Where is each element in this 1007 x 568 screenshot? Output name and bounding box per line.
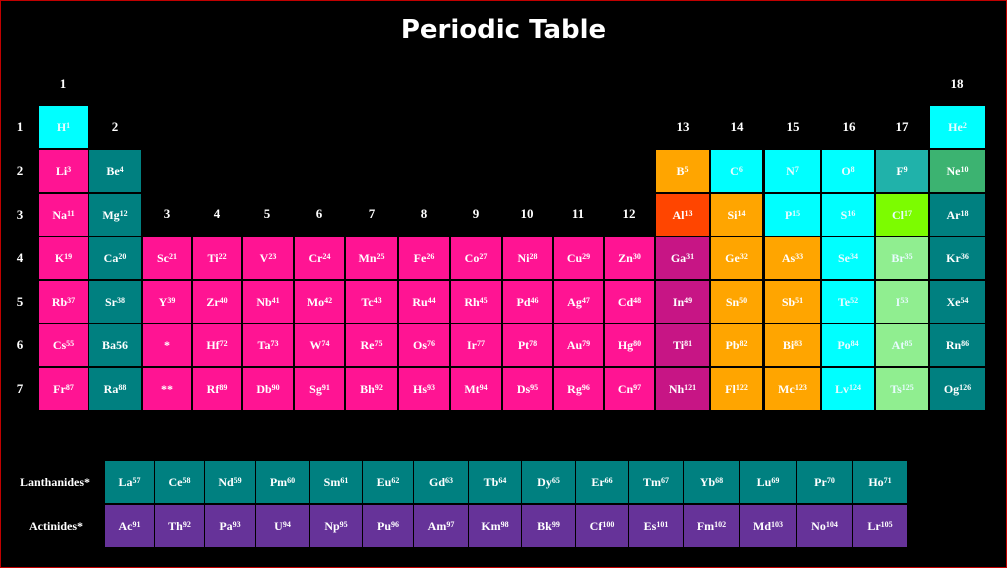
element-c[interactable]: C $^6$	[711, 150, 762, 192]
period-label-1: 1	[16, 119, 24, 134]
actinides-km[interactable]: Km $^{98}$	[469, 505, 521, 547]
element-fl[interactable]: Fl $^{122}$	[711, 368, 762, 410]
element-symbol: Ce	[168, 474, 183, 489]
element-br[interactable]: Br $^{35}$	[876, 237, 928, 279]
element-ts[interactable]: Ts $^{125}$	[876, 368, 928, 410]
element-symbol: H	[56, 119, 67, 134]
element-symbol: Po	[837, 337, 851, 352]
element-symbol: *	[164, 337, 170, 352]
element-symbol: Ds	[516, 381, 531, 396]
element-symbol: Hf	[206, 337, 220, 352]
lanthanides-er[interactable]: Er $^{66}$	[576, 461, 628, 503]
element-zr[interactable]: Zr $^{40}$	[193, 281, 241, 323]
element-rf[interactable]: Rf $^{89}$	[193, 368, 241, 410]
element-symbol: Db	[256, 381, 272, 396]
element-symbol: Nd	[218, 474, 234, 489]
actinides-pa[interactable]: Pa $^{93}$	[205, 505, 255, 547]
element-symbol: At	[891, 337, 905, 352]
element-rg[interactable]: Rg $^{96}$	[554, 368, 603, 410]
element-symbol: Pu	[376, 518, 391, 533]
group-label-6: 6	[315, 206, 323, 221]
element-og[interactable]: Og $^{126}$	[930, 368, 985, 410]
actinides-am[interactable]: Am $^{97}$	[414, 505, 468, 547]
element-symbol: Sr	[105, 294, 117, 309]
element-symbol: W	[309, 337, 322, 352]
element-ge[interactable]: Ge $^{32}$	[711, 237, 762, 279]
lanthanides-pr[interactable]: Pr $^{70}$	[797, 461, 852, 503]
actinides-lr[interactable]: Lr $^{105}$	[853, 505, 907, 547]
element-y[interactable]: Y $^{39}$	[143, 281, 191, 323]
element-symbol: Sg	[309, 381, 322, 396]
element-symbol: Au	[566, 337, 583, 352]
element-symbol: Nh	[668, 381, 685, 396]
element-symbol: Hg	[617, 337, 634, 352]
element-symbol: Mt	[464, 381, 480, 396]
group-label-3: 3	[163, 206, 171, 221]
actinides-cf[interactable]: Cf $^{100}$	[576, 505, 628, 547]
group-label-9: 9	[472, 206, 480, 221]
group-label-5: 5	[263, 206, 271, 221]
group-label-18: 18	[950, 76, 964, 91]
element-symbol: Lu	[756, 474, 772, 489]
element-symbol: Pa	[219, 518, 233, 533]
element-ti[interactable]: Ti $^{81}$	[656, 324, 709, 366]
element-al[interactable]: Al $^{13}$	[656, 194, 709, 236]
element-symbol: Mc	[778, 381, 795, 396]
group-label-7: 7	[368, 206, 376, 221]
element-symbol: **	[161, 381, 173, 396]
lanthanides-dy[interactable]: Dy $^{65}$	[522, 461, 575, 503]
element-se[interactable]: Se $^{34}$	[822, 237, 874, 279]
element-symbol: Ru	[412, 294, 428, 309]
element-symbol: Pr	[814, 474, 827, 489]
element-symbol: No	[811, 518, 826, 533]
element-symbol: Os	[412, 337, 427, 352]
element-symbol: Zn	[618, 250, 633, 265]
element-symbol: Lv	[834, 381, 849, 396]
element-symbol: Rb	[51, 294, 68, 309]
element-ir[interactable]: Ir $^{77}$	[451, 324, 501, 366]
period-label-7: 7	[16, 381, 24, 396]
element-symbol: Bi	[782, 337, 795, 352]
element-as[interactable]: As $^{33}$	[765, 237, 820, 279]
element-symbol: Pm	[269, 474, 288, 489]
element-symbol: Sm	[323, 474, 341, 489]
element-au[interactable]: Au $^{79}$	[554, 324, 603, 366]
element-symbol: Tm	[643, 474, 661, 489]
element-ti[interactable]: Ti $^{22}$	[193, 237, 241, 279]
element-x[interactable]	[143, 324, 191, 366]
element-rb[interactable]: Rb $^{37}$	[39, 281, 88, 323]
element-symbol: Th	[168, 518, 183, 533]
element-cu[interactable]: Cu $^{29}$	[554, 237, 603, 279]
element-symbol: Rn	[945, 337, 962, 352]
lanthanides-yb[interactable]: Yb $^{68}$	[684, 461, 739, 503]
element-symbol: Pt	[517, 337, 530, 352]
element-cs[interactable]: Cs $^{55}$	[39, 324, 88, 366]
element-cn[interactable]: Cn $^{97}$	[605, 368, 654, 410]
element-ca[interactable]: Ca $^{20}$	[89, 237, 141, 279]
element-mg[interactable]: Mg $^{12}$	[89, 194, 141, 236]
element-symbol: Sc	[157, 250, 169, 265]
element-symbol: Bk	[537, 518, 552, 533]
element-cd[interactable]: Cd $^{48}$	[605, 281, 654, 323]
actinides-ac[interactable]: Ac $^{91}$	[105, 505, 154, 547]
element-symbol: La	[118, 474, 133, 489]
element-pd[interactable]: Pd $^{46}$	[503, 281, 552, 323]
lanthanides-pm[interactable]: Pm $^{60}$	[256, 461, 309, 503]
element-symbol: Sn	[725, 294, 740, 309]
element-symbol: Er	[591, 474, 605, 489]
element-sn[interactable]: Sn $^{50}$	[711, 281, 762, 323]
element-symbol: Mo	[306, 294, 325, 309]
actinides-md[interactable]: Md $^{103}$	[740, 505, 796, 547]
element-i[interactable]: I $^{53}$	[876, 281, 928, 323]
element-symbol: Al	[672, 207, 685, 222]
period-label-5: 5	[16, 294, 24, 309]
actinides-u[interactable]: U $^{94}$	[256, 505, 309, 547]
element-ni[interactable]: Ni $^{28}$	[503, 237, 552, 279]
element-symbol: Yb	[699, 474, 716, 489]
element-symbol: Es	[643, 518, 657, 533]
element-symbol: Cf	[589, 518, 603, 533]
actinides-bk[interactable]: Bk $^{99}$	[522, 505, 575, 547]
element-symbol: Ba56	[101, 337, 128, 352]
lanthanides-sm[interactable]: Sm $^{61}$	[310, 461, 362, 503]
element-sr[interactable]: Sr $^{38}$	[89, 281, 141, 323]
period-label-6: 6	[16, 337, 24, 352]
element-symbol: Nb	[256, 294, 272, 309]
element-symbol: Md	[753, 518, 771, 533]
element-be[interactable]: Be $^4$	[89, 150, 141, 192]
element-symbol: Ag	[567, 294, 582, 309]
element-at[interactable]: At $^{85}$	[876, 324, 928, 366]
element-symbol: Rg	[567, 381, 582, 396]
element-ba56[interactable]	[89, 324, 141, 366]
element-fe[interactable]: Fe $^{26}$	[399, 237, 449, 279]
element-symbol: C	[730, 163, 739, 178]
element-symbol: B	[676, 163, 685, 178]
element-symbol: Ga	[670, 250, 687, 265]
element-symbol: Ni	[517, 250, 530, 265]
group-label-10: 10	[520, 206, 534, 221]
element-ra[interactable]: Ra $^{88}$	[89, 368, 141, 410]
element-li[interactable]: Li $^3$	[39, 150, 88, 192]
element-symbol: Ir	[467, 337, 477, 352]
actinides-np[interactable]: Np $^{95}$	[310, 505, 362, 547]
element-w[interactable]: W $^{74}$	[295, 324, 344, 366]
element-lv[interactable]: Lv $^{124}$	[822, 368, 874, 410]
element-symbol: Xe	[946, 294, 961, 309]
element-xe[interactable]: Xe $^{54}$	[930, 281, 985, 323]
element-mo[interactable]: Mo $^{42}$	[295, 281, 344, 323]
element-symbol: P	[784, 207, 793, 222]
element-s[interactable]: S $^{16}$	[822, 194, 874, 236]
group-label-14: 14	[730, 119, 744, 134]
element-symbol: In	[672, 294, 685, 309]
element-symbol: Tb	[483, 474, 499, 489]
element-symbol: Am	[427, 518, 447, 533]
element-symbol: Rf	[206, 381, 220, 396]
element-symbol: Cu	[566, 250, 583, 265]
element-mc[interactable]: Mc $^{123}$	[765, 368, 820, 410]
actinides-label: Actinides*	[29, 519, 83, 533]
element-symbol: F	[896, 163, 904, 178]
element-symbol: Kr	[946, 250, 961, 265]
element-hf[interactable]: Hf $^{72}$	[193, 324, 241, 366]
lanthanides-la[interactable]: La $^{57}$	[105, 461, 154, 503]
element-sb[interactable]: Sb $^{51}$	[765, 281, 820, 323]
element-symbol: Y	[158, 294, 168, 309]
element-h[interactable]: H $^1$	[39, 106, 88, 148]
element-sg[interactable]: Sg $^{91}$	[295, 368, 344, 410]
element-symbol: Ca	[103, 250, 119, 265]
element-symbol: Og	[943, 381, 960, 396]
page-title: Periodic Table	[400, 15, 607, 45]
period-label-3: 3	[16, 207, 24, 222]
lanthanides-tb[interactable]: Tb $^{64}$	[469, 461, 521, 503]
group-label-12: 12	[622, 206, 636, 221]
group-label-2: 2	[111, 119, 119, 134]
element-symbol: Zr	[206, 294, 220, 309]
element-tc[interactable]: Tc $^{43}$	[346, 281, 397, 323]
lanthanides-eu[interactable]: Eu $^{62}$	[363, 461, 413, 503]
element-hs[interactable]: Hs $^{93}$	[399, 368, 449, 410]
element-symbol: Cn	[617, 381, 634, 396]
actinides-pu[interactable]: Pu $^{96}$	[363, 505, 413, 547]
lanthanides-label: Lanthanides*	[19, 475, 90, 489]
element-pb[interactable]: Pb $^{82}$	[711, 324, 762, 366]
element-symbol: N	[786, 163, 795, 178]
element-symbol: Co	[464, 250, 480, 265]
element-p[interactable]: P $^{15}$	[765, 194, 820, 236]
element-symbol: Fm	[696, 518, 715, 533]
element-symbol: Mn	[358, 250, 377, 265]
element-symbol: Se	[838, 250, 850, 265]
group-label-13: 13	[676, 119, 690, 134]
element-symbol: Ta	[257, 337, 271, 352]
element-symbol: Ne	[946, 163, 961, 178]
element-ds[interactable]: Ds $^{95}$	[503, 368, 552, 410]
element-symbol: Be	[106, 163, 120, 178]
group-label-15: 15	[786, 119, 800, 134]
element-symbol: Ar	[946, 207, 961, 222]
element-symbol: Na	[52, 207, 68, 222]
element-symbol: Km	[481, 518, 501, 533]
element-symbol: Ti	[672, 337, 685, 352]
actinides-th[interactable]: Th $^{92}$	[155, 505, 204, 547]
lanthanides-ce[interactable]: Ce $^{58}$	[155, 461, 204, 503]
element-nb[interactable]: Nb $^{41}$	[243, 281, 293, 323]
element-symbol: Pb	[725, 337, 740, 352]
lanthanides-tm[interactable]: Tm $^{67}$	[629, 461, 683, 503]
period-label-2: 2	[16, 163, 24, 178]
element-co[interactable]: Co $^{27}$	[451, 237, 501, 279]
element-symbol: Ra	[103, 381, 119, 396]
element-ar[interactable]: Ar $^{18}$	[930, 194, 985, 236]
element-symbol: Eu	[376, 474, 392, 489]
lanthanides-ho[interactable]: Ho $^{71}$	[853, 461, 907, 503]
group-label-4: 4	[213, 206, 221, 221]
element-symbol: Dy	[537, 474, 552, 489]
element-symbol: Fe	[413, 250, 427, 265]
element-symbol: V	[259, 250, 269, 265]
element-symbol: Rh	[464, 294, 480, 309]
element-o[interactable]: O $^8$	[822, 150, 874, 192]
element-symbol: I	[895, 294, 901, 309]
group-label-1: 1	[59, 76, 67, 91]
element-kr[interactable]: Kr $^{36}$	[930, 237, 985, 279]
element-symbol: Cd	[617, 294, 634, 309]
element-symbol: S	[840, 207, 848, 222]
element-symbol: Si	[727, 207, 738, 222]
element-mt[interactable]: Mt $^{94}$	[451, 368, 501, 410]
element-sc[interactable]: Sc $^{21}$	[143, 237, 191, 279]
element-symbol: U	[274, 518, 283, 533]
element-ne[interactable]: Ne $^{10}$	[930, 150, 985, 192]
element-n[interactable]: N $^7$	[765, 150, 820, 192]
element-zn[interactable]: Zn $^{30}$	[605, 237, 654, 279]
group-label-11: 11	[571, 206, 585, 221]
element-symbol: Pd	[516, 294, 531, 309]
element-symbol: As	[781, 250, 796, 265]
element-mn[interactable]: Mn $^{25}$	[346, 237, 397, 279]
element-symbol: Tc	[361, 294, 374, 309]
element-symbol: Gd	[428, 474, 445, 489]
element-re[interactable]: Re $^{75}$	[346, 324, 397, 366]
element-ga[interactable]: Ga $^{31}$	[656, 237, 709, 279]
element-symbol: Hs	[412, 381, 427, 396]
element-fr[interactable]: Fr $^{87}$	[39, 368, 88, 410]
lanthanides-nd[interactable]: Nd $^{59}$	[205, 461, 255, 503]
element-symbol: O	[841, 163, 851, 178]
element-ru[interactable]: Ru $^{44}$	[399, 281, 449, 323]
element-symbol: Ts	[890, 381, 902, 396]
element-symbol: Ho	[868, 474, 884, 489]
lanthanides-lu[interactable]: Lu $^{69}$	[740, 461, 796, 503]
element-po[interactable]: Po $^{84}$	[822, 324, 874, 366]
element-xx[interactable]	[143, 368, 191, 410]
element-symbol: Np	[324, 518, 340, 533]
actinides-es[interactable]: Es $^{101}$	[629, 505, 683, 547]
element-symbol: Ac	[118, 518, 133, 533]
element-f[interactable]: F $^9$	[876, 150, 928, 192]
element-symbol: He	[948, 119, 963, 134]
group-label-17: 17	[895, 119, 909, 134]
element-nh[interactable]: Nh $^{121}$	[656, 368, 709, 410]
element-in[interactable]: In $^{49}$	[656, 281, 709, 323]
element-pt[interactable]: Pt $^{78}$	[503, 324, 552, 366]
element-ta[interactable]: Ta $^{73}$	[243, 324, 293, 366]
element-he[interactable]: He $^2$	[930, 106, 985, 148]
element-symbol: Li	[55, 163, 68, 178]
element-symbol: K	[54, 250, 65, 265]
element-os[interactable]: Os $^{76}$	[399, 324, 449, 366]
element-te[interactable]: Te $^{52}$	[822, 281, 874, 323]
group-label-16: 16	[842, 119, 856, 134]
element-v[interactable]: V $^{23}$	[243, 237, 293, 279]
element-symbol: Fr	[53, 381, 66, 396]
element-cl[interactable]: Cl $^{17}$	[876, 194, 928, 236]
lanthanides-gd[interactable]: Gd $^{63}$	[414, 461, 468, 503]
element-rn[interactable]: Rn $^{86}$	[930, 324, 985, 366]
element-bi[interactable]: Bi $^{83}$	[765, 324, 820, 366]
element-hg[interactable]: Hg $^{80}$	[605, 324, 654, 366]
element-symbol: Re	[360, 337, 375, 352]
actinides-no[interactable]: No $^{104}$	[797, 505, 852, 547]
element-symbol: Mg	[102, 207, 120, 222]
element-symbol: Lr	[867, 518, 881, 533]
element-db[interactable]: Db $^{90}$	[243, 368, 293, 410]
element-symbol: Cr	[308, 250, 323, 265]
actinides-fm[interactable]: Fm $^{102}$	[684, 505, 739, 547]
element-symbol: Sb	[781, 294, 796, 309]
element-symbol: Te	[837, 294, 851, 309]
element-rh[interactable]: Rh $^{45}$	[451, 281, 501, 323]
element-k[interactable]: K $^{19}$	[39, 237, 88, 279]
element-b[interactable]: B $^5$	[656, 150, 709, 192]
element-na[interactable]: Na $^{11}$	[39, 194, 88, 236]
element-si[interactable]: Si $^{14}$	[711, 194, 762, 236]
element-symbol: Bh	[360, 381, 375, 396]
element-bh[interactable]: Bh $^{92}$	[346, 368, 397, 410]
element-ag[interactable]: Ag $^{47}$	[554, 281, 603, 323]
period-label-4: 4	[16, 250, 24, 265]
element-symbol: Cl	[892, 207, 904, 222]
element-symbol: Ge	[725, 250, 740, 265]
element-symbol: Cs	[52, 337, 67, 352]
element-symbol: Ti	[207, 250, 219, 265]
element-cr[interactable]: Cr $^{24}$	[295, 237, 344, 279]
element-symbol: Br	[891, 250, 905, 265]
element-symbol: Fl	[725, 381, 736, 396]
group-label-8: 8	[420, 206, 428, 221]
